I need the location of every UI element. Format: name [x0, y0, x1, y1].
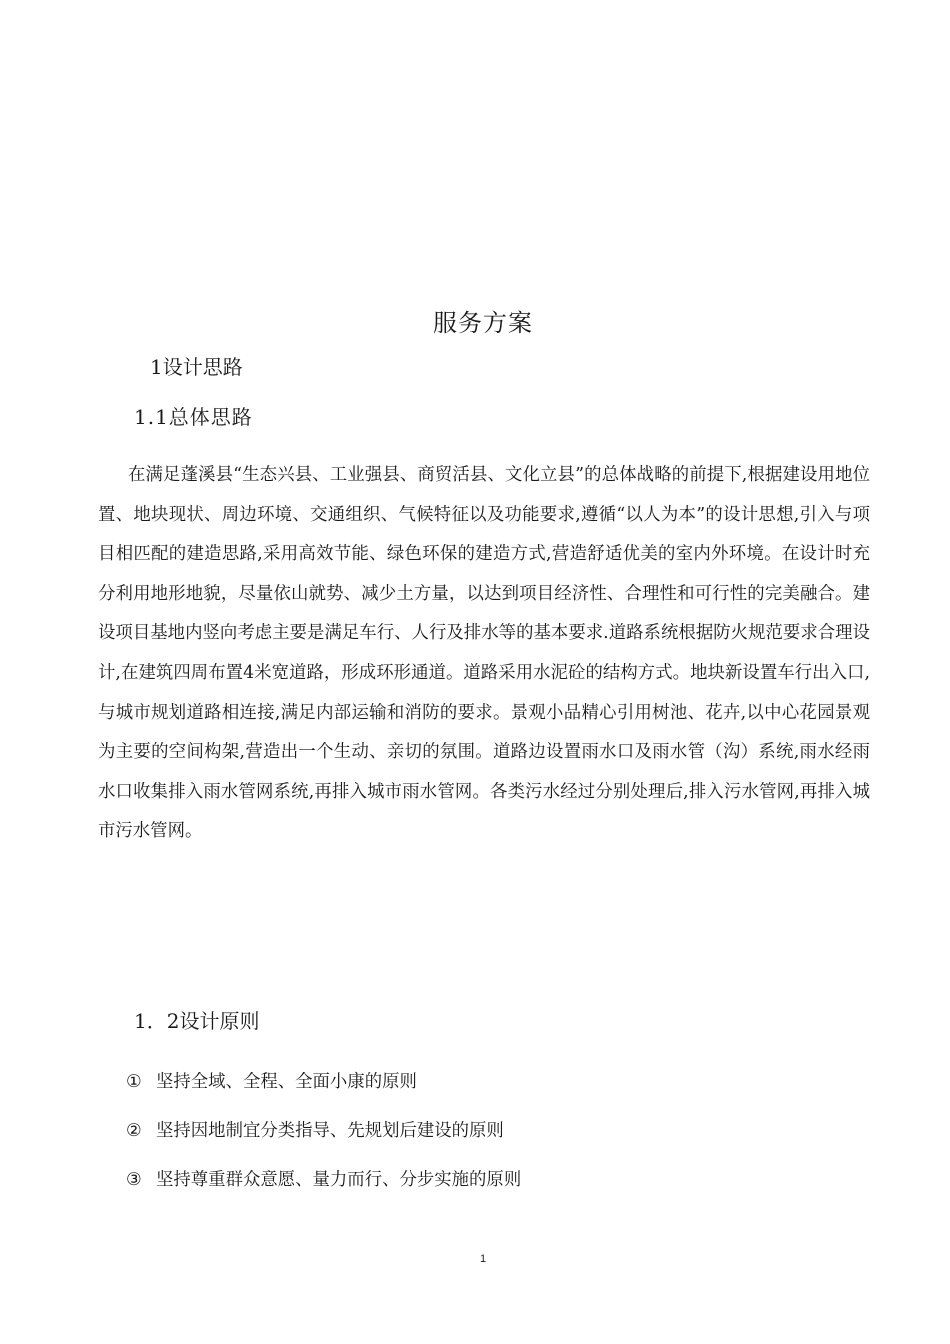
principle-text: 坚持尊重群众意愿、量力而行、分步实施的原则: [156, 1170, 522, 1190]
section-heading-design-principles: 1．2设计原则: [134, 1009, 260, 1033]
page-number: 1: [479, 1253, 487, 1265]
principle-item: [126, 1107, 521, 1156]
overall-approach-paragraph: 在满足蓬溪县“生态兴县、工业强县、商贸活县、文化立县”的总体战略的前提下,根据建设用地位置、地块现状、周边环境、交通组织、气候特征以及功能要求,遵循“以人为本”的设计思想,引入与项目相匹配的建造思路,采用高效节能、绿色环保的建造方式,营造舒适优美的室内外环境。在设计时充分利用地形地貌，尽量依山就势、减少土方量，以达到项目经济性、合理性和可行性的完美融合。建设项目基地内竖向考虑主要是满足车行、人行及排水等的基本要求.道路系统根据防火规范要求合理设计,在建筑四周布置4米宽道路，形成环形通道。道路采用水泥砼的结构方式。地块新设置车行出入口,与城市规划道路相连接,满足内部运输和消防的要求。景观小品精心引用树池、花卉,以中心花园景观为主要的空间构架,营造出一个生动、亲切的氛围。道路边设置雨水口及雨水管（沟）系统,雨水经雨水口收集排入雨水管网系统,再排入城市雨水管网。各类污水经过分别处理后,排入污水管网,再排入城市污水管网。: [98, 465, 870, 842]
design-principles-list: [126, 1058, 521, 1205]
principle-item: [126, 1058, 521, 1107]
principle-number-marker: ①: [126, 1072, 142, 1092]
principle-text: 坚持全域、全程、全面小康的原则: [156, 1072, 417, 1092]
principle-number-marker: ③: [126, 1170, 142, 1190]
document-title: 服务方案: [433, 309, 533, 337]
section-heading-overall-approach: 1.1总体思路: [134, 405, 253, 429]
principle-number-marker: ②: [126, 1121, 142, 1141]
principle-item: [126, 1156, 521, 1205]
principle-text: 坚持因地制宜分类指导、先规划后建设的原则: [156, 1121, 504, 1141]
section-heading-design-approach: 1设计思路: [150, 355, 243, 379]
